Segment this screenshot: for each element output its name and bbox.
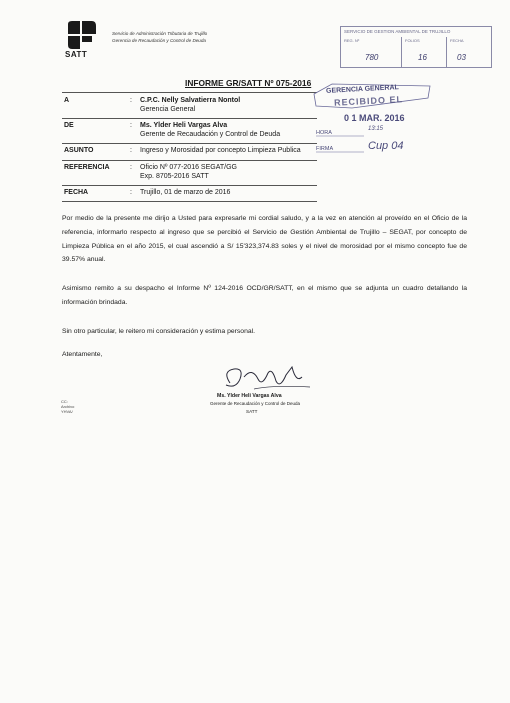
handwritten-signature-icon bbox=[214, 363, 324, 395]
body-paragraph-3: Sin otro particular, le reitero mi consideración y estima personal. bbox=[62, 328, 256, 335]
registry-value-reg: 780 bbox=[365, 53, 379, 62]
signer-name: Ms. Ylder Heli Vargas Alva bbox=[217, 393, 282, 399]
registry-value-folios: 16 bbox=[418, 53, 427, 62]
divider bbox=[62, 92, 317, 93]
divider bbox=[62, 118, 317, 119]
signer-org: SATT bbox=[246, 409, 258, 414]
stamp-signature: Cup 04 bbox=[368, 140, 404, 152]
sender-role: Gerente de Recaudación y Control de Deuda bbox=[140, 131, 281, 138]
stamp-hora-value: 13:15 bbox=[368, 126, 384, 132]
document-page: SATT Servicio de Administración Tributaria de Trujillo Gerencia de Recaudación y Control de Deuda SERVICIO DE GESTION AMBIENTAL DE TRUJILLO REG. Nº 780 FOLIOS 16 FECHA 03 INFORME GR/SATT Nº 075-2016 A : C.P.C. Nelly Salvatierra Nontol Gerencia General DE : Ms. Ylder Heli Vargas Alva Gerente de Recaudación y Control de Deuda ASUNTO : Ingreso y Morosidad por concepto Limpieza Publica REFERENCIA : Oficio Nº 077-2016 SEGAT/GG Exp. 8705-2016 SATT FECHA : Trujillo, 01 de marzo de 2016 GERENCIA GENERAL RECIBIDO EL 0 1 MAR. 2016 HORA 13:15 FIRMA Cup 04 Por medio de la presente me dirijo a Usted para expresarle mi cordial saludo, y a la vez en atención al proveído en el Oficio de la referencia, informarlo respecto al ingreso que se percibió el Servicio de Gestión Ambiental de Trujillo – SEGAT, por concepto de Limpieza Pública en el año 2015, el cual ascendió a S/ 15'323,374.83 soles y el nivel de morosidad por el mismo concepto fue de 39.57% anual. Asimismo remito a su despacho el Informe Nº 124-2016 OCD/GR/SATT, en el mismo que se adjunta un cuadro detallando la información brindada. Sin otro particular, le reitero mi consideración y estima personal. Atentamente, Ms. Ylder Heli Vargas Alva Gerente de Recaudación y Control de Deuda SATT CC: Archivo YHVA/ bbox=[0, 0, 510, 703]
reception-stamp bbox=[312, 82, 432, 160]
body-paragraph-2: Asimismo remito a su despacho el Informe Nº 124-2016 OCD/GR/SATT, en el mismo que se adjunta un cuadro detallando la información brindada. bbox=[62, 285, 467, 306]
letterhead-line-1: Servicio de Administración Tributaria de Trujillo bbox=[112, 31, 208, 36]
divider bbox=[62, 160, 317, 161]
closing: Atentamente, bbox=[62, 351, 103, 358]
divider bbox=[62, 185, 317, 186]
registry-cell-reg: REG. Nº 780 bbox=[341, 37, 402, 67]
subject-value: Ingreso y Morosidad por concepto Limpieza Publica bbox=[140, 147, 301, 154]
letterhead-line-2: Gerencia de Recaudación y Control de Deuda bbox=[112, 38, 206, 43]
registry-box bbox=[340, 26, 492, 68]
date-value: Trujillo, 01 de marzo de 2016 bbox=[140, 189, 231, 196]
org-short-name: SATT bbox=[65, 50, 88, 59]
registry-cell-folios: FOLIOS 16 bbox=[402, 37, 447, 67]
footer-cc: CC: bbox=[61, 399, 68, 404]
footer-initials: YHVA/ bbox=[61, 409, 73, 414]
stamp-hora-label: HORA bbox=[316, 130, 332, 136]
recipient-role: Gerencia General bbox=[140, 106, 196, 113]
stamp-date: 0 1 MAR. 2016 bbox=[344, 113, 405, 123]
signer-position: Gerente de Recaudación y Control de Deuda bbox=[210, 401, 301, 406]
body-paragraph-1: Por medio de la presente me dirijo a Usted para expresarle mi cordial saludo, y a la vez en atención al proveído en el Oficio de la referencia, informarlo respecto al ingreso que se percibió el Servicio de Gestión Ambiental de Trujillo – SEGAT, por concepto de Limpieza Pública en el año 2015, el cual ascendió a S/ 15'323,374.83 soles y el nivel de morosidad por el mismo concepto fue de 39.57% anual. bbox=[62, 215, 467, 264]
reference-line-2: Exp. 8705-2016 SATT bbox=[140, 173, 209, 180]
sender-name: Ms. Ylder Heli Vargas Alva bbox=[140, 122, 228, 129]
document-title: INFORME GR/SATT Nº 075-2016 bbox=[185, 78, 312, 88]
registry-title: SERVICIO DE GESTION AMBIENTAL DE TRUJILLO bbox=[344, 29, 451, 34]
reference-line-1: Oficio Nº 077-2016 SEGAT/GG bbox=[140, 164, 237, 171]
stamp-line-1: GERENCIA GENERAL bbox=[325, 84, 399, 95]
divider bbox=[62, 143, 317, 144]
satt-logo-icon bbox=[66, 20, 98, 50]
footer-archivo: Archivo bbox=[61, 404, 75, 409]
registry-cell-fecha: FECHA 03 bbox=[450, 38, 466, 62]
stamp-line-2: RECIBIDO EL bbox=[333, 94, 404, 108]
stamp-firma-label: FIRMA bbox=[316, 146, 334, 152]
recipient-name: C.P.C. Nelly Salvatierra Nontol bbox=[140, 97, 241, 104]
divider bbox=[62, 201, 317, 202]
registry-value-fecha: 03 bbox=[457, 53, 466, 62]
